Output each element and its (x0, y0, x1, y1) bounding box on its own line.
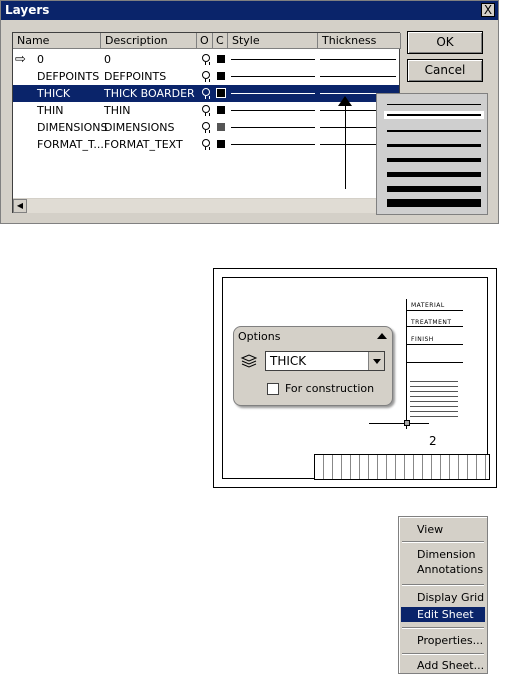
thickness-option[interactable] (387, 130, 481, 132)
collapse-icon[interactable] (377, 333, 387, 339)
thickness-dropdown[interactable] (376, 93, 488, 215)
title-block-label: MATERIAL (411, 302, 445, 309)
lightbulb-icon[interactable] (202, 105, 210, 113)
callout-arrow-line (345, 103, 346, 189)
menu-item-edit-sheet[interactable]: Edit Sheet (401, 607, 485, 622)
line-thickness-sample[interactable] (320, 76, 396, 77)
menu-separator (402, 541, 484, 543)
sheet-title-block (314, 454, 490, 480)
menu-separator (402, 584, 484, 586)
sheet-number: 2 (429, 434, 437, 448)
lightbulb-icon[interactable] (202, 71, 210, 79)
ok-button[interactable]: OK (407, 31, 483, 54)
lightbulb-icon[interactable] (202, 139, 210, 147)
options-panel (233, 326, 393, 406)
title-block-label: TREATMENT (411, 319, 452, 326)
title-block-notes (410, 379, 458, 417)
layer-name: FORMAT_T... (37, 138, 104, 151)
thickness-option[interactable] (387, 199, 481, 207)
lightbulb-icon[interactable] (202, 54, 210, 62)
layer-description: THIN (104, 104, 131, 117)
scroll-left-icon[interactable]: ◀ (13, 199, 27, 213)
color-swatch[interactable] (217, 140, 225, 148)
title-block-line (407, 349, 463, 363)
thickness-option[interactable] (387, 172, 481, 177)
color-swatch[interactable] (217, 55, 225, 63)
layer-row[interactable] (13, 51, 399, 68)
current-layer-arrow-icon: ⇨ (15, 52, 26, 67)
color-swatch[interactable] (217, 89, 225, 97)
layer-description: THICK BOARDER (104, 87, 195, 100)
layer-select[interactable] (265, 351, 385, 371)
column-header-on[interactable]: O (197, 33, 213, 49)
column-header-color[interactable]: C (213, 33, 228, 49)
line-style-sample[interactable] (231, 127, 315, 128)
layer-description: DIMENSIONS (104, 121, 175, 134)
thickness-option[interactable] (387, 144, 481, 147)
color-swatch[interactable] (217, 106, 225, 114)
layer-description: 0 (104, 53, 111, 66)
line-style-sample[interactable] (231, 59, 315, 60)
line-style-sample[interactable] (231, 144, 315, 145)
lightbulb-icon[interactable] (202, 88, 210, 96)
menu-item-dimension-annotations[interactable]: Dimension Annotations (417, 548, 484, 576)
color-swatch[interactable] (217, 123, 225, 131)
menu-item-view[interactable]: View (417, 523, 444, 536)
close-icon[interactable]: X (481, 3, 495, 17)
title-block-column (406, 299, 463, 429)
chevron-down-icon[interactable] (368, 352, 384, 370)
menu-separator (402, 627, 484, 629)
thickness-option[interactable] (387, 104, 481, 105)
for-construction-checkbox[interactable] (267, 383, 279, 395)
cancel-button[interactable]: Cancel (407, 59, 483, 82)
dialog-titlebar[interactable] (1, 1, 498, 20)
line-thickness-sample[interactable] (320, 59, 396, 60)
layer-row[interactable] (13, 68, 399, 85)
line-style-sample[interactable] (231, 93, 315, 94)
context-menu (398, 516, 488, 674)
column-header-description[interactable]: Description (101, 33, 197, 49)
layer-name: THIN (37, 104, 64, 117)
menu-item-properties[interactable]: Properties... (417, 634, 484, 647)
title-block-label: FINISH (411, 336, 434, 343)
layer-name: DEFPOINTS (37, 70, 100, 83)
dialog-title: Layers (5, 3, 50, 17)
layers-list[interactable] (12, 32, 400, 213)
layer-description: FORMAT_TEXT (104, 138, 183, 151)
column-header-thickness[interactable]: Thickness (318, 33, 401, 49)
layer-row[interactable] (13, 136, 399, 153)
thickness-option[interactable] (387, 114, 481, 116)
layer-name: THICK (37, 87, 71, 100)
sheet-handle-icon[interactable] (404, 420, 410, 426)
options-title: Options (238, 330, 281, 343)
layer-select-value: THICK (270, 354, 307, 368)
layer-name: 0 (37, 53, 44, 66)
menu-item-display-grid[interactable]: Display Grid (417, 591, 485, 604)
line-style-sample[interactable] (231, 76, 315, 77)
for-construction-label: For construction (285, 382, 375, 395)
layer-description: DEFPOINTS (104, 70, 167, 83)
horizontal-scrollbar[interactable] (13, 198, 399, 213)
layers-icon (241, 354, 257, 368)
thickness-option[interactable] (387, 158, 481, 162)
column-header-name[interactable]: Name (13, 33, 101, 49)
thickness-option[interactable] (387, 186, 481, 192)
column-header-style[interactable]: Style (228, 33, 318, 49)
callout-arrow-icon (338, 96, 352, 106)
menu-separator (402, 653, 484, 655)
color-swatch[interactable] (217, 72, 225, 80)
layer-row[interactable] (13, 119, 399, 136)
layer-name: DIMENSIONS (37, 121, 108, 134)
sheet-rule-line (369, 423, 429, 424)
lightbulb-icon[interactable] (202, 122, 210, 130)
line-style-sample[interactable] (231, 110, 315, 111)
menu-item-add-sheet[interactable]: Add Sheet... (417, 659, 485, 672)
